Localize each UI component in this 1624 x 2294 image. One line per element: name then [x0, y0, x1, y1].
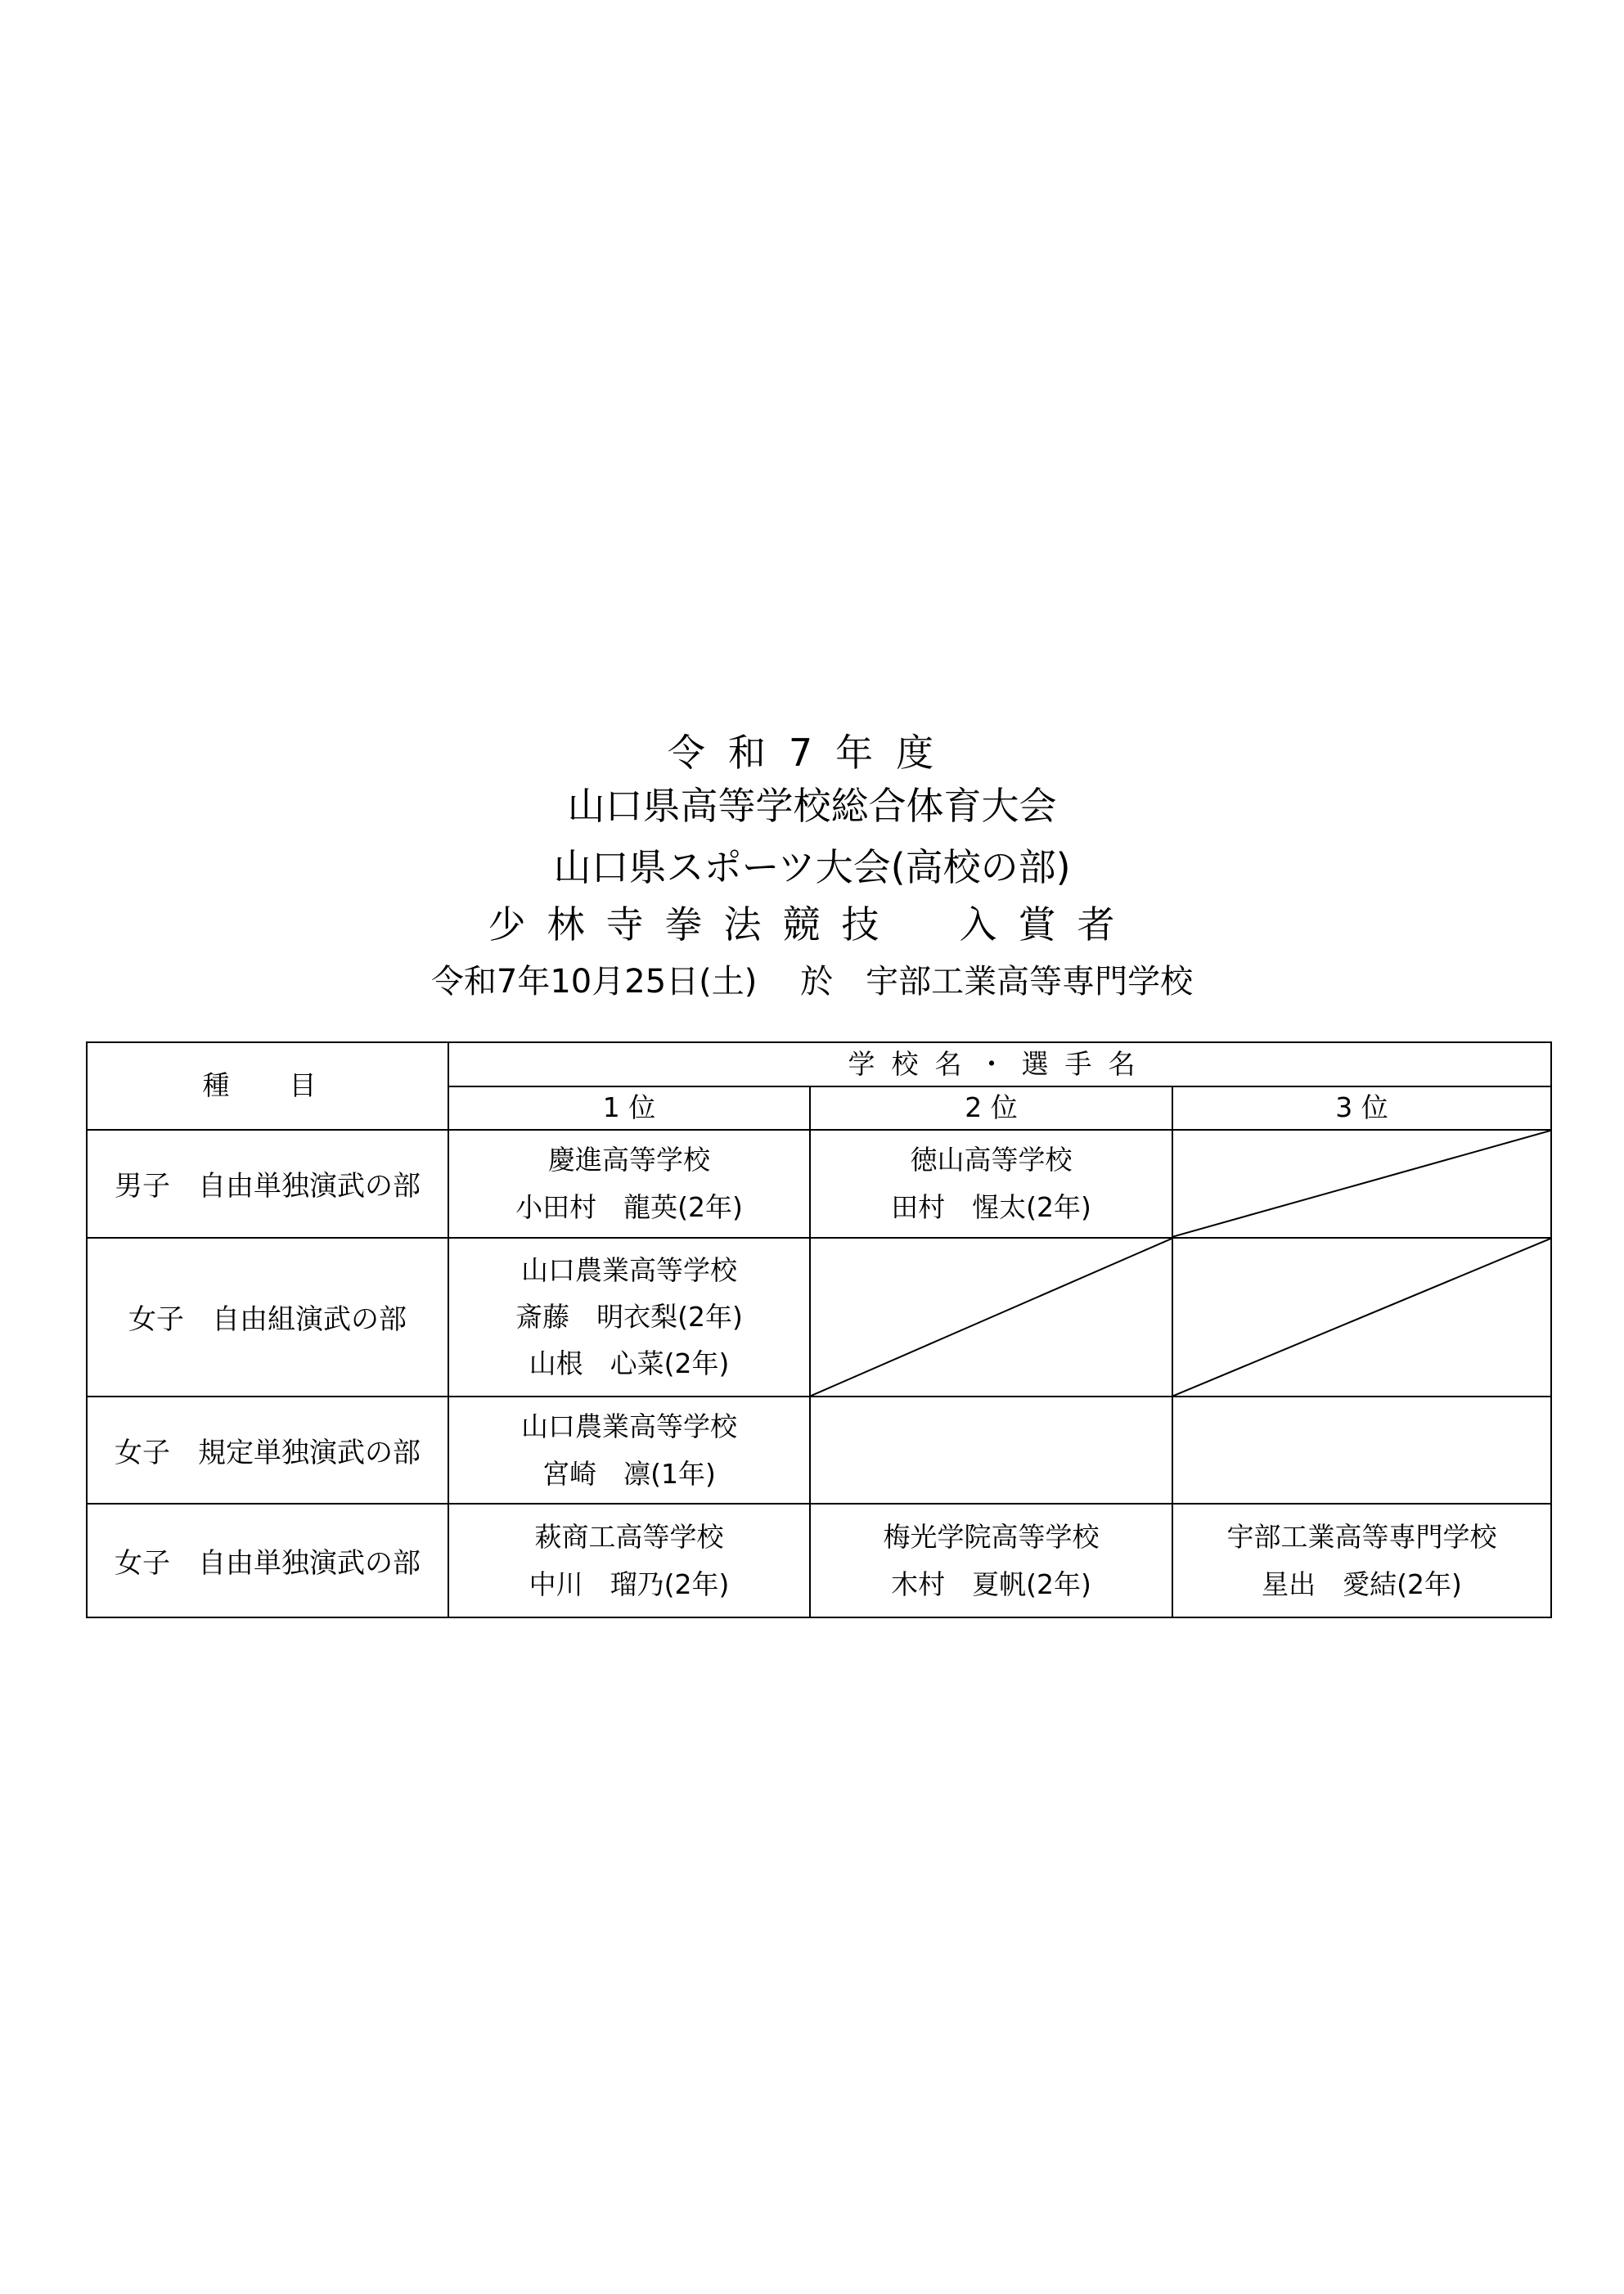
event-name: 女子 自由単独演武の部: [87, 1504, 448, 1617]
table-row: [87, 1130, 1551, 1237]
player-name: 山根 心菜(2年): [529, 1347, 730, 1380]
header-school-player: 学校名・選手名: [448, 1042, 1551, 1086]
school-name: 萩商工高等学校: [534, 1520, 724, 1553]
title-fiscal-year: 令和7年度: [667, 731, 957, 775]
player-name: 小田村 龍英(2年): [515, 1190, 743, 1223]
title-date-venue: 令和7年10月25日(土) 於 宇部工業高等専門学校: [430, 963, 1194, 1001]
title-sports-meet: 山口県スポーツ大会(高校の部): [553, 845, 1071, 889]
place-3-empty-cell: [1172, 1397, 1551, 1504]
results-table: [86, 1041, 1552, 1618]
table-row: [87, 1238, 1551, 1397]
place-3-empty-cell: [1172, 1238, 1551, 1397]
school-name: 梅光学院高等学校: [883, 1520, 1100, 1553]
header-place-3: 3 位: [1172, 1086, 1551, 1131]
header-row: [87, 1042, 1551, 1086]
header-event: 種 目: [87, 1042, 448, 1130]
table-row: [87, 1397, 1551, 1504]
title-event-winners: 少林寺拳法競技 入賞者: [488, 902, 1136, 947]
table-row: [87, 1504, 1551, 1617]
place-1-cell: [448, 1504, 810, 1617]
player-name: 田村 惺太(2年): [891, 1190, 1091, 1223]
place-2-empty-cell: [810, 1238, 1172, 1397]
place-1-cell: [448, 1130, 810, 1237]
title-tournament: 山口県高等学校総合体育大会: [567, 784, 1057, 828]
player-name: 斎藤 明衣梨(2年): [515, 1301, 743, 1334]
player-name: 中川 瑠乃(2年): [529, 1568, 730, 1600]
header-place-2: 2 位: [810, 1086, 1172, 1131]
player-name: 宮崎 凛(1年): [542, 1457, 716, 1490]
place-3-empty-cell: [1172, 1130, 1551, 1237]
school-name: 宇部工業高等専門学校: [1226, 1520, 1497, 1553]
header-place-1: 1 位: [448, 1086, 810, 1131]
school-name: 山口農業高等学校: [521, 1254, 737, 1287]
school-name: 山口農業高等学校: [521, 1410, 737, 1442]
diagonal-slash: [1173, 1131, 1550, 1236]
diagonal-slash: [1173, 1239, 1550, 1396]
place-1-cell: [448, 1238, 810, 1397]
place-2-empty-cell: [810, 1397, 1172, 1504]
player-name: 木村 夏帆(2年): [891, 1568, 1091, 1600]
place-1-cell: [448, 1397, 810, 1504]
event-name: 男子 自由単独演武の部: [87, 1130, 448, 1237]
event-name: 女子 規定単独演武の部: [87, 1397, 448, 1504]
place-2-cell: [810, 1130, 1172, 1237]
player-name: 星出 愛結(2年): [1262, 1568, 1462, 1600]
place-2-cell: [810, 1504, 1172, 1617]
school-name: 慶進高等学校: [548, 1143, 710, 1176]
place-3-cell: [1172, 1504, 1551, 1617]
event-name: 女子 自由組演武の部: [87, 1238, 448, 1397]
school-name: 徳山高等学校: [910, 1143, 1073, 1176]
diagonal-slash: [811, 1239, 1172, 1396]
